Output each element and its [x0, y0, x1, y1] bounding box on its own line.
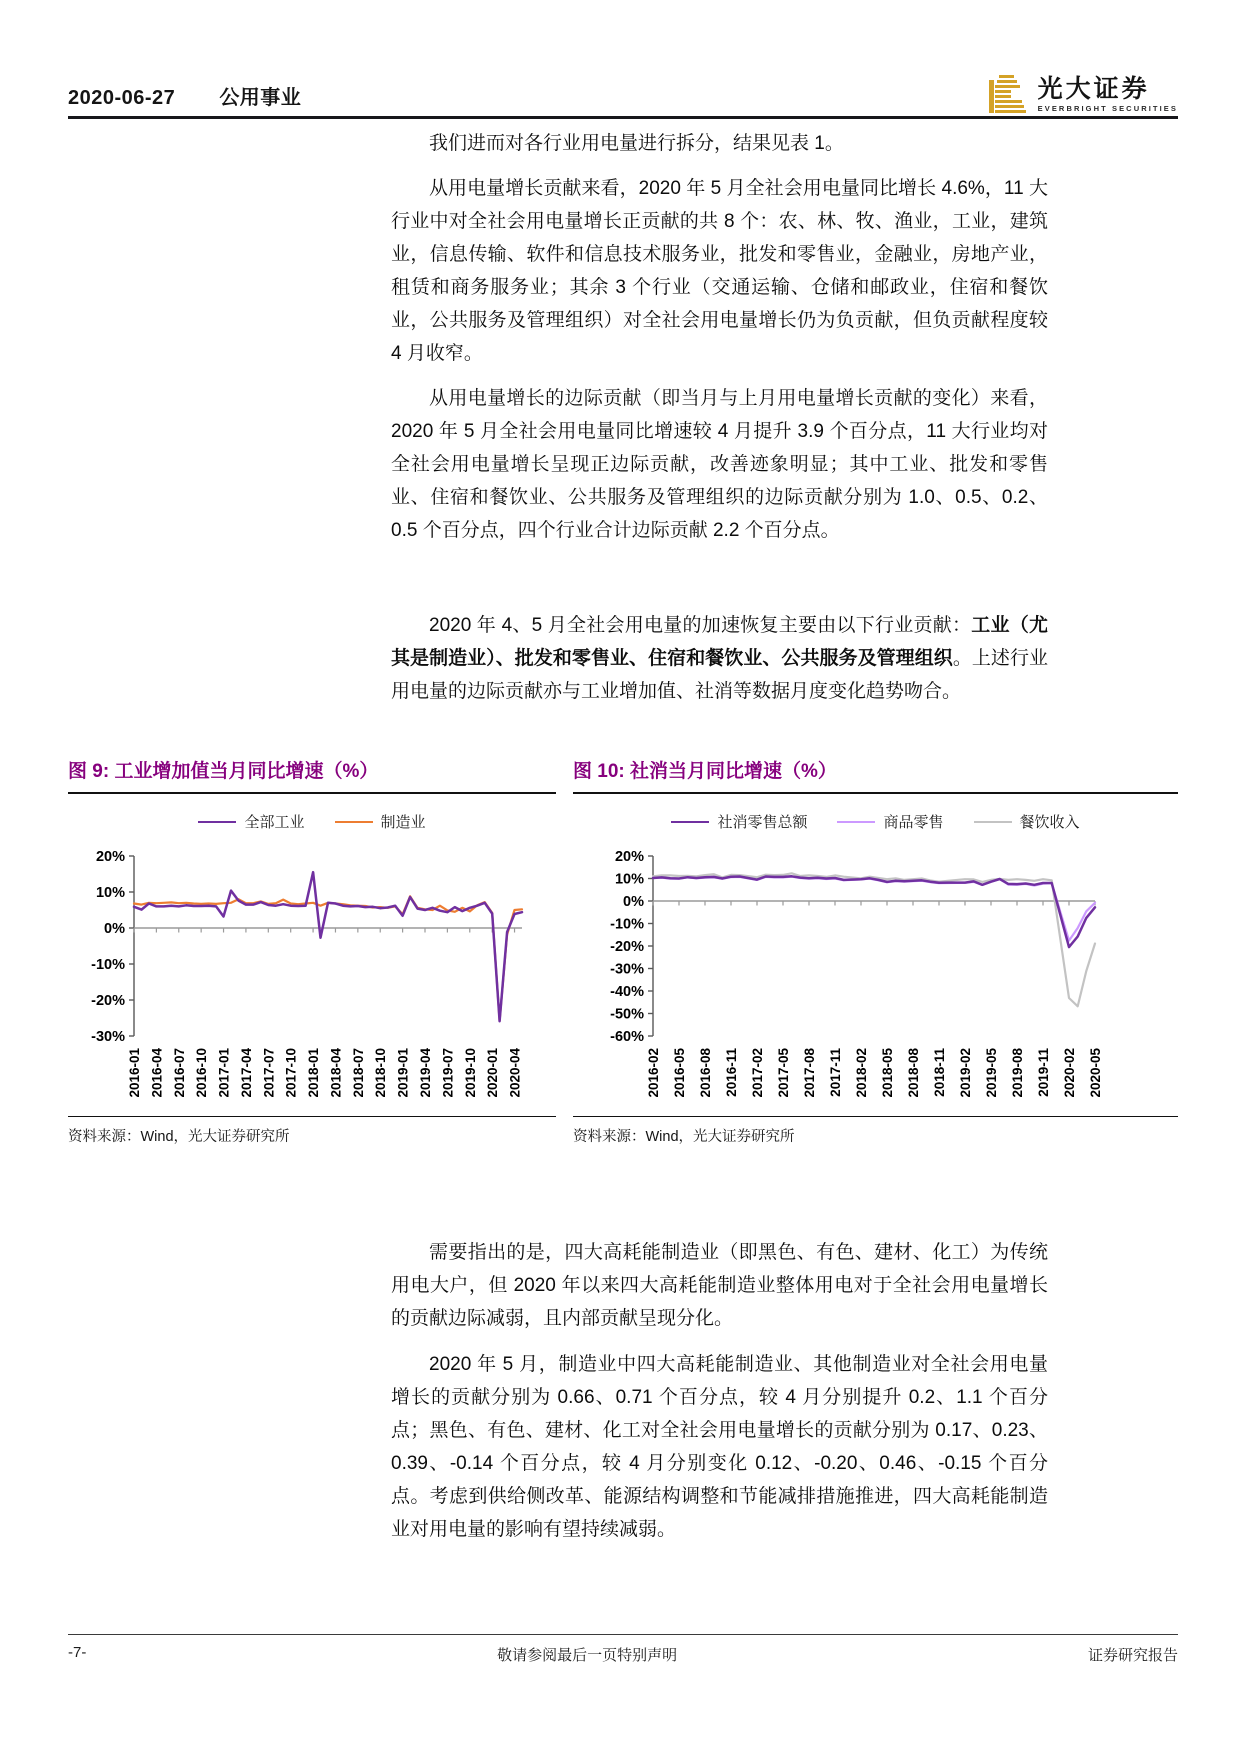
svg-text:10%: 10% — [95, 885, 125, 901]
svg-text:-60%: -60% — [610, 1029, 644, 1045]
svg-text:2016-07: 2016-07 — [171, 1048, 187, 1098]
svg-text:2016-08: 2016-08 — [698, 1048, 713, 1098]
svg-text:2020-02: 2020-02 — [1062, 1048, 1077, 1098]
paragraph-2: 从用电量增长贡献来看，2020 年 5 月全社会用电量同比增长 4.6%，11 大行业中对全社会用电量增长正贡献的共 8 个：农、林、牧、渔业，工业，建筑业，信息传输、软件和信息技术服务业，批发和零售业，金融业，房地产业，租赁和商务服务业；其余 3 个行业（交通运输、仓储和邮政业，住宿和餐饮业，公共服务及管理组织）对全社会用电量增长仍为负贡献，但负贡献程度较 4 月收窄。 — [391, 178, 1048, 364]
legend-line-swatch — [837, 821, 875, 823]
svg-text:2020-04: 2020-04 — [507, 1048, 523, 1098]
paragraph-6: 2020 年 5 月，制造业中四大高耗能制造业、其他制造业对全社会用电量增长的贡献分别为 0.66、0.71 个百分点，较 4 月分别提升 0.2、1.1 个百分点；黑色、有色、建材、化工对全社会用电量增长的贡献分别为 0.17、0.23、0.39、-0.14 个百分点，较 4 月分别变化 0.12、-0.20、0.46、-0.15 个百分点。考虑到供给侧改革、能源结构调整和节能减排措施推进，四大高耗能制造业对用电量的影响有望持续减弱。 — [391, 1354, 1048, 1540]
legend-line-swatch — [671, 821, 709, 823]
paragraph-3: 从用电量增长的边际贡献（即当月与上月用电量增长贡献的变化）来看，2020 年 5 月全社会用电量同比增速较 4 月提升 3.9 个百分点，11 大行业均对全社会用电量增长呈现正边际贡献，改善迹象明显；其中工业、批发和零售业、住宿和餐饮业、公共服务及管理组织的边际贡献分别为 1.0、0.5、0.2、0.5 个百分点，四个行业合计边际贡献 2.2 个百分点。 — [391, 388, 1048, 541]
svg-text:2018-11: 2018-11 — [932, 1048, 947, 1097]
svg-text:2017-01: 2017-01 — [216, 1048, 232, 1098]
svg-text:2019-10: 2019-10 — [462, 1048, 478, 1098]
svg-text:2018-01: 2018-01 — [306, 1048, 322, 1098]
logo-texts — [1038, 77, 1178, 113]
logo-chinese-name: 光大证券 — [1037, 76, 1150, 104]
legend-item — [198, 811, 304, 832]
page-header — [68, 74, 1178, 118]
page-number: -7- — [68, 1644, 87, 1661]
legend-label: 社消零售总额 — [717, 814, 808, 831]
svg-text:20%: 20% — [614, 849, 644, 865]
svg-text:2019-08: 2019-08 — [1010, 1048, 1025, 1098]
svg-text:2017-04: 2017-04 — [238, 1048, 254, 1098]
svg-text:2018-04: 2018-04 — [328, 1048, 344, 1098]
svg-text:2017-08: 2017-08 — [802, 1048, 817, 1098]
svg-text:2017-11: 2017-11 — [828, 1048, 843, 1097]
legend-label: 商品零售 — [883, 814, 944, 831]
header-left-group — [68, 81, 301, 118]
paragraph-4 — [391, 609, 1048, 708]
footer-report-type: 证券研究报告 — [1087, 1647, 1178, 1664]
svg-text:-40%: -40% — [610, 984, 644, 1000]
legend-line-swatch — [335, 821, 373, 823]
svg-text:2018-07: 2018-07 — [350, 1048, 366, 1098]
svg-text:-20%: -20% — [610, 939, 644, 955]
figure-10-chart — [573, 838, 1178, 1110]
legend-label: 餐饮收入 — [1019, 814, 1080, 831]
svg-text:-30%: -30% — [91, 1029, 125, 1045]
svg-text:2017-10: 2017-10 — [283, 1048, 299, 1098]
svg-text:2019-07: 2019-07 — [440, 1048, 456, 1098]
svg-text:10%: 10% — [614, 871, 644, 888]
svg-text:0%: 0% — [623, 894, 644, 910]
figure-9-legend — [68, 811, 556, 832]
svg-text:2019-05: 2019-05 — [984, 1048, 999, 1098]
legend-label: 全部工业 — [244, 814, 305, 831]
svg-text:2019-04: 2019-04 — [418, 1048, 433, 1098]
everbright-logo-icon — [987, 74, 1029, 116]
header-divider — [68, 116, 1178, 119]
svg-text:-30%: -30% — [610, 961, 644, 978]
svg-text:2016-10: 2016-10 — [194, 1048, 210, 1098]
svg-text:-50%: -50% — [610, 1006, 644, 1023]
figure-10-legend — [573, 811, 1178, 832]
figure-9-title: 图 9: 工业增加值当月同比增速（%） — [68, 756, 556, 794]
svg-text:-20%: -20% — [91, 993, 125, 1009]
svg-text:2016-04: 2016-04 — [149, 1048, 165, 1098]
svg-text:2017-05: 2017-05 — [776, 1048, 791, 1098]
svg-text:2016-01: 2016-01 — [127, 1048, 142, 1098]
figure-9-chart — [68, 838, 556, 1110]
svg-text:-10%: -10% — [91, 957, 125, 973]
legend-item — [974, 811, 1080, 832]
footer-disclaimer: 敬请参阅最后一页特别声明 — [497, 1647, 678, 1664]
svg-text:2018-10: 2018-10 — [373, 1048, 389, 1098]
paragraph-5: 需要指出的是，四大高耗能制造业（即黑色、有色、建材、化工）为传统用电大户，但 2020 年以来四大高耗能制造业整体用电对于全社会用电量增长的贡献边际减弱，且内部贡献呈现分化。 — [391, 1242, 1048, 1329]
svg-text:2016-11: 2016-11 — [724, 1048, 739, 1097]
svg-text:2019-11: 2019-11 — [1036, 1048, 1051, 1097]
figure-9-source: 资料来源：Wind，光大证券研究所 — [68, 1116, 556, 1146]
svg-text:2019-02: 2019-02 — [958, 1048, 973, 1098]
figure-9 — [68, 756, 556, 1146]
svg-text:2018-02: 2018-02 — [854, 1048, 869, 1098]
svg-text:2017-02: 2017-02 — [750, 1048, 765, 1098]
svg-text:2017-07: 2017-07 — [261, 1048, 277, 1098]
figure-10 — [573, 756, 1178, 1146]
paragraph-4-prefix: 2020 年 4、5 月全社会用电量的加速恢复主要由以下行业贡献： — [429, 615, 972, 636]
legend-item — [671, 811, 807, 832]
svg-text:0%: 0% — [104, 921, 125, 937]
paragraph-4-bold: 工业（尤其是制造业）、批发和零售业、住宿和餐饮业、公共服务及管理组织 — [391, 615, 1048, 669]
lower-text-column — [391, 1236, 1048, 1559]
svg-text:2018-05: 2018-05 — [880, 1048, 895, 1098]
legend-item — [837, 811, 943, 832]
svg-text:2018-08: 2018-08 — [906, 1048, 921, 1098]
paragraph-4-suffix: 。上述行业用电量的边际贡献亦与工业增加值、社消等数据月度变化趋势吻合。 — [391, 648, 1048, 702]
svg-text:-10%: -10% — [610, 916, 644, 933]
svg-text:2020-05: 2020-05 — [1088, 1048, 1103, 1098]
legend-line-swatch — [974, 821, 1012, 823]
brand-logo — [987, 74, 1178, 118]
report-date: 2020-06-27 — [68, 87, 176, 109]
paragraph-1: 我们进而对各行业用电量进行拆分，结果见表 1。 — [429, 133, 844, 154]
report-section: 公用事业 — [219, 87, 302, 109]
legend-line-swatch — [198, 821, 236, 823]
svg-text:2016-02: 2016-02 — [646, 1048, 661, 1098]
body-text-column — [391, 127, 1048, 720]
svg-text:2016-05: 2016-05 — [672, 1048, 687, 1098]
logo-english-name: EVERBRIGHT SECURITIES — [1037, 104, 1178, 114]
svg-text:2019-01: 2019-01 — [395, 1048, 411, 1098]
figure-10-title: 图 10: 社消当月同比增速（%） — [573, 756, 1178, 794]
page-footer — [68, 1644, 1178, 1665]
legend-item — [335, 811, 426, 832]
figures-row — [68, 756, 1178, 1146]
svg-text:20%: 20% — [95, 849, 125, 865]
svg-text:2020-01: 2020-01 — [485, 1048, 501, 1098]
footer-divider — [68, 1634, 1178, 1635]
figure-10-source: 资料来源：Wind，光大证券研究所 — [573, 1116, 1178, 1146]
legend-label: 制造业 — [380, 814, 426, 831]
